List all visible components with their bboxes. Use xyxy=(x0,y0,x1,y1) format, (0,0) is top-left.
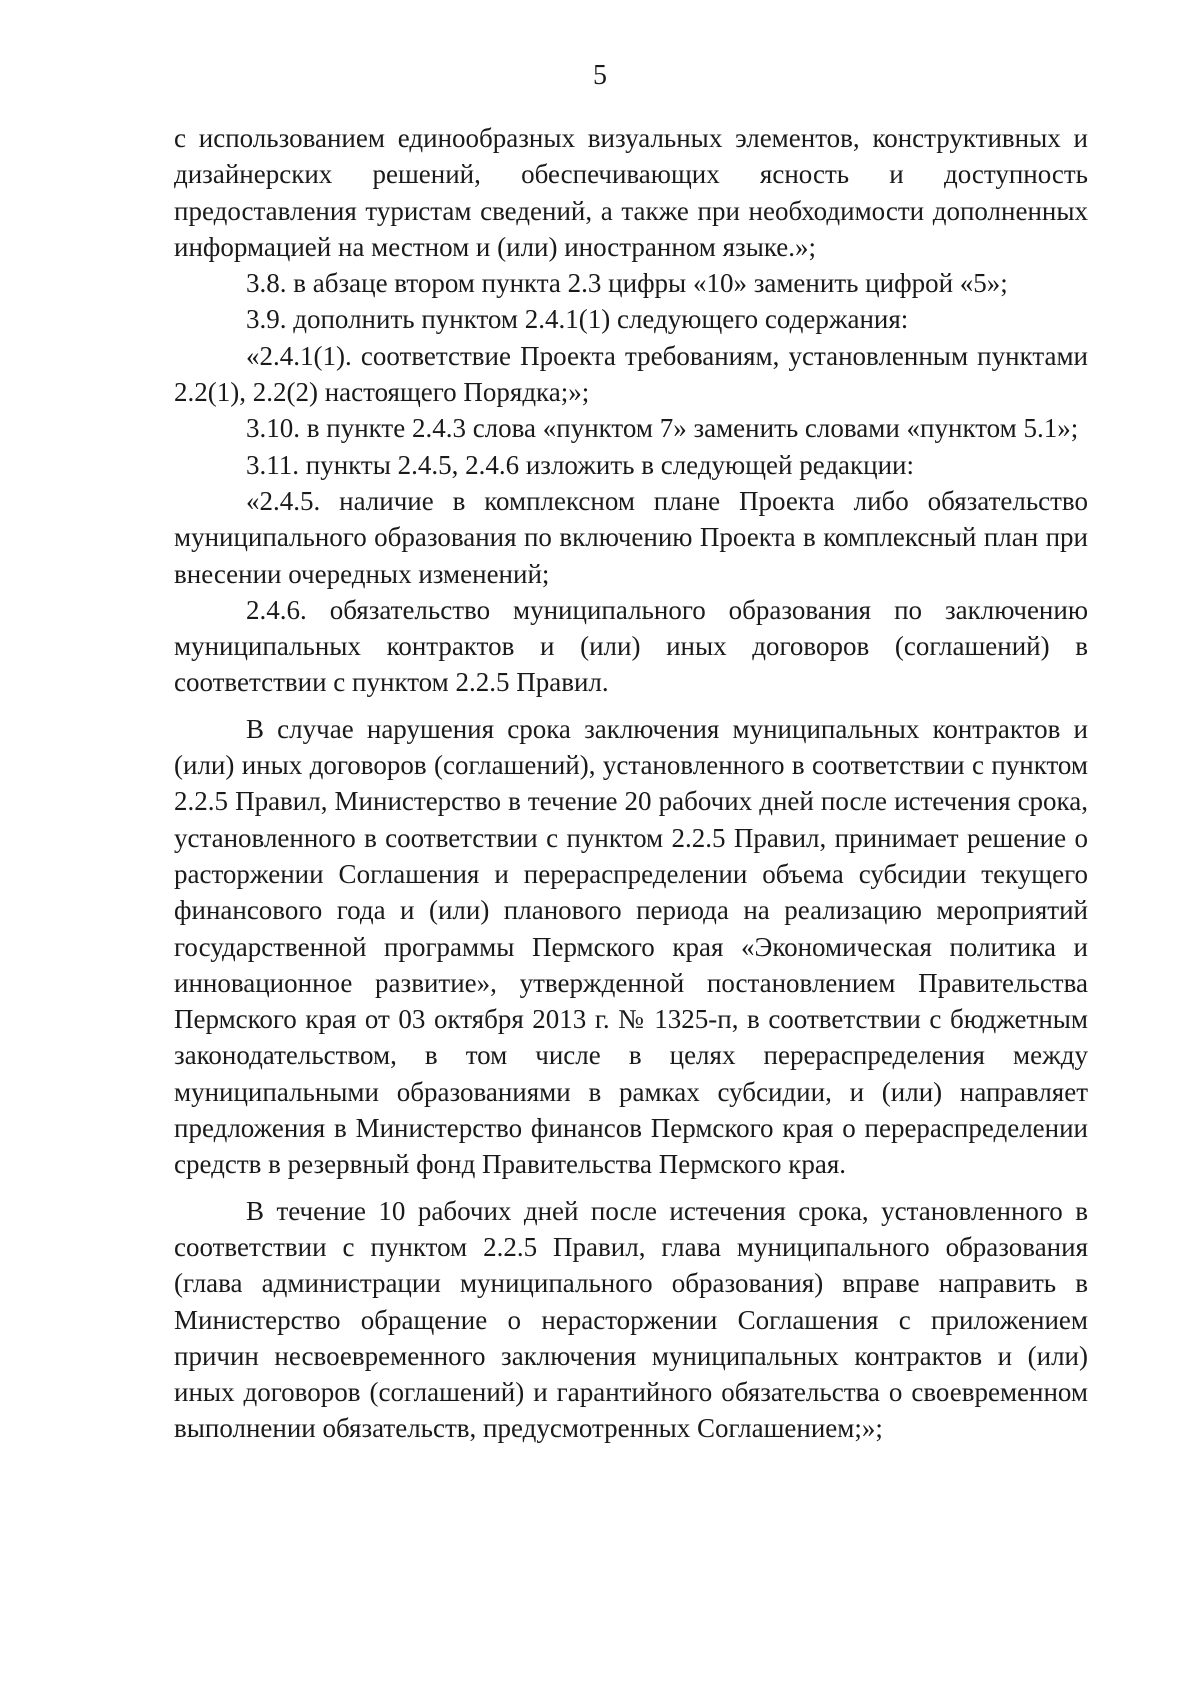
paragraph-breach-of-term: В случае нарушения срока заключения муниципальных контрактов и (или) иных договоров (соглашений), установленного в соответствии с пунктом 2.2.5 Правил, Министерство в течение 20 рабочих дней после истечения срока, установленного в соответствии с пунктом 2.2.5 Правил, принимает решение о расторжении Соглашения и перераспределении объема субсидии текущего финансового года и (или) планового периода на реализацию мероприятий государственной программы Пермского края «Экономическая политика и инновационное развитие», утвержденной постановлением Правительства Пермского края от 03 октября 2013 г. № 1325-п, в соответствии с бюджетным законодательством, в том числе в целях перераспределения между муниципальными образованиями в рамках субсидии, и (или) направляет предложения в Министерство финансов Пермского края о перераспределении средств в резервный фонд Правительства Пермского края. xyxy=(174,713,1088,1180)
paragraph-continuation: с использованием единообразных визуальных элементов, конструктивных и дизайнерских решений, обеспечивающих ясность и доступность предоставления туристам сведений, а также при необходимости дополненных информацией на местном и (или) иностранном языке.»; xyxy=(174,123,1088,262)
paragraph-3-10: 3.10. в пункте 2.4.3 слова «пунктом 7» заменить словами «пунктом 5.1»; xyxy=(246,413,1079,444)
paragraph-appeal: В течение 10 рабочих дней после истечения срока, установленного в соответствии с пунктом 2.2.5 Правил, глава муниципального образования (глава администрации муниципального образования) вправе направить в Министерство обращение о нерасторжении Соглашения с приложением причин несвоевременного заключения муниципальных контрактов и (или) иных договоров (соглашений) и гарантийного обязательства о своевременном выполнении обязательств, предусмотренных Соглашением;»; xyxy=(174,1195,1088,1444)
paragraph-2-4-1-1: «2.4.1(1). соответствие Проекта требованиям, установленным пунктами 2.2(1), 2.2(2) настоящего Порядка;»; xyxy=(174,340,1088,408)
paragraph-3-8: 3.8. в абзаце втором пункта 2.3 цифры «10» заменить цифрой «5»; xyxy=(246,268,1008,299)
paragraph-2-4-5: «2.4.5. наличие в комплексном плане Проекта либо обязательство муниципального образования по включению Проекта в комплексный план при внесении очередных изменений; xyxy=(174,485,1088,589)
document-body xyxy=(174,120,1088,1447)
paragraph-2-4-6: 2.4.6. обязательство муниципального образования по заключению муниципальных контрактов и (или) иных договоров (соглашений) в соответствии с пунктом 2.2.5 Правил. xyxy=(174,594,1088,698)
page-number: 5 xyxy=(593,60,607,91)
paragraph-3-11: 3.11. пункты 2.4.5, 2.4.6 изложить в следующей редакции: xyxy=(246,449,915,480)
paragraph-3-9: 3.9. дополнить пунктом 2.4.1(1) следующего содержания: xyxy=(246,304,909,335)
